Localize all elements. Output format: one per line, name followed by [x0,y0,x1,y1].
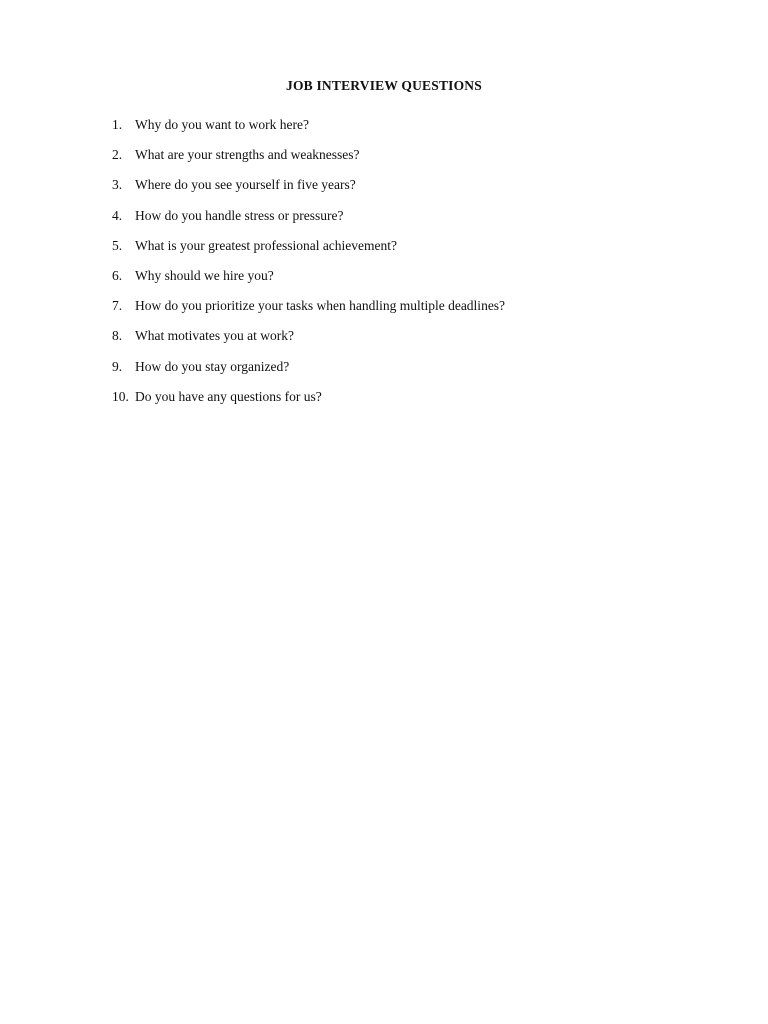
question-text: Where do you see yourself in five years? [135,177,356,193]
question-number: 5. [112,237,123,253]
question-item [112,116,672,146]
question-number: 2. [112,147,123,163]
question-item [112,176,672,206]
question-text: How do you stay organized? [135,358,290,374]
question-number: 4. [112,207,123,223]
question-text: Do you have any questions for us? [135,388,322,404]
question-item [112,267,672,297]
question-item [112,388,672,418]
question-number: 7. [112,298,123,314]
question-item [112,207,672,237]
page-title: JOB INTERVIEW QUESTIONS [286,78,482,93]
question-text: What is your greatest professional achievement? [135,237,398,253]
question-text: What motivates you at work? [135,328,294,344]
question-list [112,116,672,418]
question-number: 9. [112,358,123,374]
question-item [112,146,672,176]
question-number: 8. [112,328,123,344]
question-number: 1. [112,117,123,132]
question-item [112,327,672,357]
question-text: What are your strengths and weaknesses? [135,147,360,163]
question-item [112,297,672,327]
question-text: Why should we hire you? [135,267,274,283]
question-item [112,237,672,267]
question-number: 6. [112,267,123,283]
question-text: Why do you want to work here? [135,117,309,132]
question-number: 10. [112,388,129,404]
question-item [112,358,672,388]
question-text: How do you handle stress or pressure? [135,207,344,223]
question-text: How do you prioritize your tasks when handling multiple deadlines? [135,298,506,314]
question-number: 3. [112,177,123,193]
